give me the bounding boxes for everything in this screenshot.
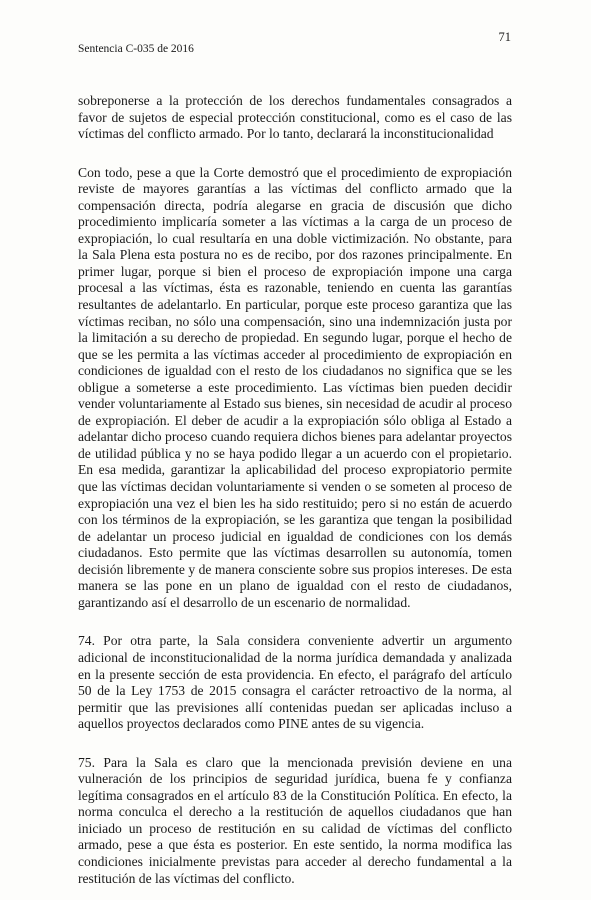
paragraph-75: 75. Para la Sala es claro que la mencionada previsión deviene en una vulneración de los principios de seguridad jurídica, buena fe y confianza legítima consagrados en el artículo 83 de la Constitución Política. En efecto, la norma conculca el derecho a la restitución de aquellos ciudadanos que han iniciado un proceso de restitución en su calidad de víctimas del conflicto armado, pese a que ésta es posterior. En este sentido, la norma modifica las condiciones inicialmente previstas para acceder al derecho fundamental a la restitución de las víctimas del conflicto. xyxy=(78,754,512,886)
paragraph-continuation: sobreponerse a la protección de los derechos fundamentales consagrados a favor de sujetos de especial protección constitucional, como es el caso de las víctimas del conflicto armado. Por lo tanto, declarará la inconstitucionalidad xyxy=(78,93,512,142)
paragraph-74: 74. Por otra parte, la Sala considera conveniente advertir un argumento adicional de inconstitucionalidad de la norma jurídica demandada y analizada en la presente sección de esta providencia. En efecto, el parágrafo del artículo 50 de la Ley 1753 de 2015 consagra el carácter retroactivo de la norma, al permitir que las previsiones allí contenidas puedan ser aplicadas incluso a aquellos proyectos declarados como PINE antes de su vigencia. xyxy=(78,633,512,732)
page-number: 71 xyxy=(498,30,511,44)
running-header: Sentencia C-035 de 2016 xyxy=(78,43,194,55)
document-body xyxy=(78,93,512,887)
paragraph-con-todo: Con todo, pese a que la Corte demostró que el procedimiento de expropiación reviste de mayores garantías a las víctimas del conflicto armado que la compensación directa, podría alegarse en gracia de discusión que dicho procedimiento implicaría someter a las víctimas a la carga de un proceso de expropiación, lo cual resultaría en una doble victimización. No obstante, para la Sala Plena esta postura no es de recibo, por dos razones principalmente. En primer lugar, porque si bien el proceso de expropiación impone una carga procesal a las víctimas, ésta es razonable, teniendo en cuenta las garantías resultantes de adelantarlo. En particular, porque este proceso garantiza que las víctimas reciban, no sólo una compensación, sino una indemnización justa por la limitación a su derecho de propiedad. En segundo lugar, porque el hecho de que se les permita a las víctimas acceder al procedimiento de expropiación en condiciones de igualdad con el resto de los ciudadanos no significa que se les obligue a someterse a este procedimiento. Las víctimas bien pueden decidir vender voluntariamente al Estado sus bienes, sin necesidad de acudir al proceso de expropiación. El deber de acudir a la expropiación sólo obliga al Estado a adelantar dicho proceso cuando requiera dichos bienes para adelantar proyectos de utilidad pública y no se haya podido llegar a un acuerdo con el propietario. En esa medida, garantizar la aplicabilidad del proceso expropiatorio permite que las víctimas decidan voluntariamente si venden o se someten al proceso de expropiación una vez el bien les ha sido restituido; pero si no están de acuerdo con los términos de la expropiación, se les garantiza que tengan la posibilidad de adelantar un proceso judicial en igualdad de condiciones con los demás ciudadanos. Esto permite que las víctimas desarrollen su autonomía, tomen decisión libremente y de manera consciente sobre sus propios intereses. De esta manera se las pone en un plano de igualdad con el resto de ciudadanos, garantizando así el desarrollo de un escenario de normalidad. xyxy=(78,164,512,610)
